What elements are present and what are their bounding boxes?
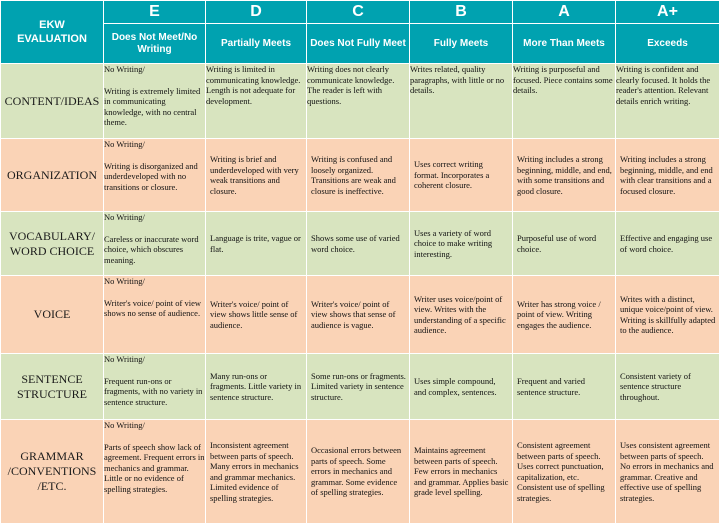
no-writing-label: No Writing/ [104,139,205,150]
criteria-cell: Writer has strong voice / point of view. Writing engages the audience. [513,276,616,354]
rubric-title-line1: EKW [39,19,65,31]
category-label: VOCABULARY/ WORD CHOICE [1,212,104,276]
rubric-row-voice [1,276,719,354]
level-does-not-fully-meet: Does Not Fully Meet [307,24,410,64]
grade-b: B [410,1,513,24]
criteria-cell: Writing is purposeful and focused. Piece contains some details. [513,64,616,139]
criteria-cell: No Writing/ Writer's voice/ point of view shows no sense of audience. [104,276,206,354]
criteria-cell: Writes related, quality paragraphs, with little or no details. [410,64,513,139]
criteria-cell: Effective and engaging use of word choice. [616,212,719,276]
criteria-cell: Shows some use of varied word choice. [307,212,410,276]
criteria-cell: Writes with a distinct, unique voice/point of view. Writing is skillfully adapted to the audience. [616,276,719,354]
criteria-cell: No Writing/ Careless or inaccurate word choice, which obscures meaning. [104,212,206,276]
criteria-cell: Occasional errors between parts of speech. Some errors in mechanics and grammar. Some evidence of spelling strategies. [307,420,410,524]
criteria-cell: Writing is limited in communicating knowledge. Length is not adequate for development. [206,64,307,139]
grade-e: E [104,1,206,24]
criteria-cell: Writing is brief and underdeveloped with very weak transitions and closure. [206,139,307,212]
criteria-cell: Writer's voice/ point of view shows that sense of audience is vague. [307,276,410,354]
criteria-cell: Writing is confused and loosely organized. Transitions are weak and closure is ineffective. [307,139,410,212]
no-writing-label: No Writing/ [104,354,205,365]
no-writing-label: No Writing/ [104,420,205,431]
category-label: CONTENT/IDEAS [1,64,104,139]
level-partially-meets: Partially Meets [206,24,307,64]
criteria-cell: No Writing/ Writing is disorganized and underdeveloped with no transitions or closure. [104,139,206,212]
level-fully-meets: Fully Meets [410,24,513,64]
category-label: ORGANIZATION [1,139,104,212]
rubric-row-sentence-structure [1,354,719,420]
criteria-cell: Uses a variety of word choice to make writing interesting. [410,212,513,276]
rubric-title-line2: EVALUATION [17,33,87,45]
no-writing-label: No Writing/ [104,212,205,223]
criteria-cell: No Writing/ Parts of speech show lack of agreement. Frequent errors in mechanics and grammar. Little or no evidence of spelling strategies. [104,420,206,524]
no-writing-label: No Writing/ [104,276,205,287]
criteria-cell: No Writing/ Frequent run-ons or fragments, with no variety in sentence structure. [104,354,206,420]
criteria-cell: Maintains agreement between parts of speech. Few errors in mechanics and grammar. Applies basic grade level spelling. [410,420,513,524]
criteria-cell: Writer uses voice/point of view. Writes with the understanding of a specific audience. [410,276,513,354]
rubric-row-content-ideas [1,64,719,139]
criteria-cell: Purposeful use of word choice. [513,212,616,276]
grade-d: D [206,1,307,24]
criteria-cell: Writing includes a strong beginning, middle, and end, with some transitions and good closure. [513,139,616,212]
level-header-row [1,24,719,64]
criteria-cell: Uses consistent agreement between parts of speech. No errors in mechanics and grammar. Creative and effective use of spelling strategies. [616,420,719,524]
level-more-than-meets: More Than Meets [513,24,616,64]
level-does-not-meet: Does Not Meet/No Writing [104,24,206,64]
rubric-row-vocabulary [1,212,719,276]
criteria-cell: Consistent agreement between parts of speech. Uses correct punctuation, capitalization, etc. Consistent use of spelling strategies. [513,420,616,524]
criteria-cell: Frequent and varied sentence structure. [513,354,616,420]
rubric-row-grammar [1,420,719,524]
criteria-cell: Writing is confident and clearly focused. It holds the reader's attention. Relevant details enrich writing. [616,64,719,139]
criteria-cell: Writing includes a strong beginning, middle, and end with clear transitions and a focused closure. [616,139,719,212]
grade-a: A [513,1,616,24]
criteria-cell: Many run-ons or fragments. Little variety in sentence structure. [206,354,307,420]
criteria-cell: Writer's voice/ point of view shows little sense of audience. [206,276,307,354]
grade-header-row [1,1,719,24]
level-exceeds: Exceeds [616,24,719,64]
grade-a-plus: A+ [616,1,719,24]
criteria-cell: No Writing/ Writing is extremely limited in communicating knowledge, with no central theme. [104,64,206,139]
criteria-cell: Uses simple compound, and complex, sentences. [410,354,513,420]
criteria-cell: Uses correct writing format. Incorporates a coherent closure. [410,139,513,212]
criteria-cell: Writing does not clearly communicate knowledge. The reader is left with questions. [307,64,410,139]
category-label: GRAMMAR /CONVENTIONS /ETC. [1,420,104,524]
grade-c: C [307,1,410,24]
rubric-title [1,1,104,64]
category-label: SENTENCE STRUCTURE [1,354,104,420]
rubric-row-organization [1,139,719,212]
criteria-cell: Some run-ons or fragments. Limited variety in sentence structure. [307,354,410,420]
criteria-cell: Inconsistent agreement between parts of speech. Many errors in mechanics and grammar mechanics. Limited evidence of spelling strategies. [206,420,307,524]
criteria-cell: Consistent variety of sentence structure throughout. [616,354,719,420]
criteria-cell: Language is trite, vague or flat. [206,212,307,276]
category-label: VOICE [1,276,104,354]
no-writing-label: No Writing/ [104,64,205,75]
